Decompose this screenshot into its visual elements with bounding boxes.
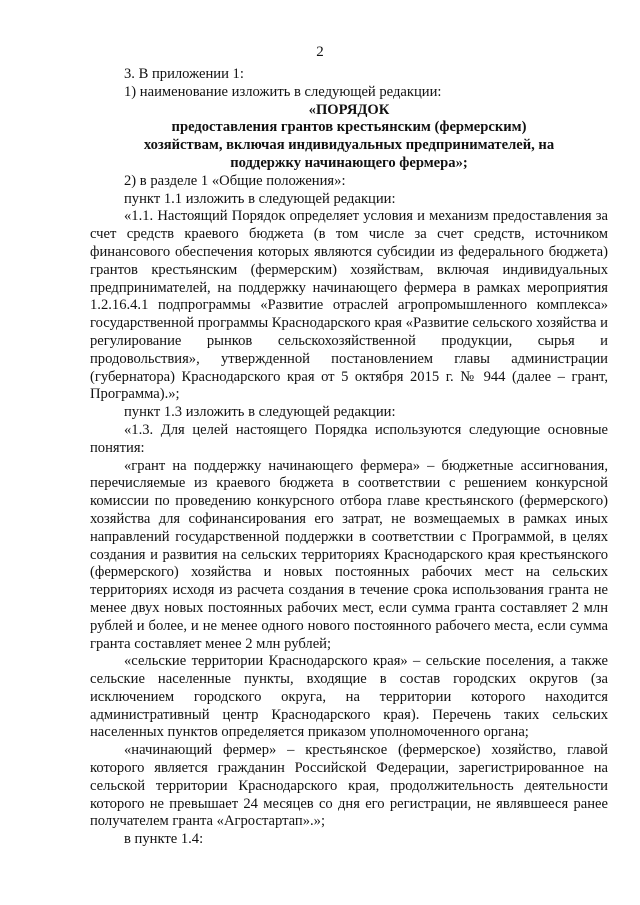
paragraph-point-1-1-intro: пункт 1.1 изложить в следующей редакции: <box>124 190 396 207</box>
heading-order-subtitle: предоставления грантов крестьянским (фермерским) хозяйствам, включая индивидуальных предпринимателей, на поддержку начинающего фермера»; <box>143 119 555 171</box>
paragraph-point-1-3: «1.3. Для целей настоящего Порядка используются следующие основные понятия: <box>90 421 608 456</box>
definition-rural-territories: «сельские территории Краснодарского края» – сельские поселения, а также сельские населенные пункты, входящие в состав городских округов (за исключением городского округа, на территории которого находится административный центр Краснодарского края). Перечень таких сельских населенных пунктов определяется приказом уполномоченного органа; <box>90 653 608 741</box>
paragraph-item-2: 2) в разделе 1 «Общие положения»: <box>124 172 346 189</box>
page-number: 2 <box>316 44 324 60</box>
definition-grant: «грант на поддержку начинающего фермера» – бюджетные ассигнования, перечисляемые из краевого бюджета в соответствии с решением конкурсной комиссии по проведению конкурсного отбора главе крестьянского (фермерского) хозяйства для софинансирования его затрат, не возмещаемых в рамках иных направлений государственной поддержки в соответствии с Программой, в целях создания и развития на сельских территориях Краснодарского края крестьянского (фермерского) хозяйства и новых постоянных рабочих мест на сельских территориях исходя из расчета создания в течение срока использования гранта не менее двух новых постоянных рабочих мест, если сумма гранта составляет 2 млн рублей и более, и не менее одного нового постоянного рабочего места, если сумма гранта составляет менее 2 млн рублей; <box>90 457 608 652</box>
paragraph-point-1-4-intro: в пункте 1.4: <box>124 831 204 848</box>
definition-beginning-farmer: «начинающий фермер» – крестьянское (фермерское) хозяйство, главой которого является гражданин Российской Федерации, зарегистрированное на сельской территории Краснодарского края, продолжительность деятельности которого не превышает 24 месяцев со дня его регистрации, не являвшееся ранее получателем гранта «Агростартап».»; <box>90 742 608 830</box>
document-body <box>90 66 608 849</box>
paragraph-point-1-3-intro: пункт 1.3 изложить в следующей редакции: <box>124 404 396 421</box>
paragraph-item-1: 1) наименование изложить в следующей редакции: <box>124 83 442 100</box>
paragraph-appendix-1: 3. В приложении 1: <box>124 66 244 82</box>
paragraph-point-1-1: «1.1. Настоящий Порядок определяет условия и механизм предоставления за счет средств краевого бюджета (в том числе за счет средств, источником финансового обеспечения которых являются субсидии из федерального бюджета) грантов крестьянским (фермерским) хозяйствам, включая индивидуальных предпринимателей, на поддержку начинающего фермера в рамках мероприятия 1.2.16.4.1 подпрограммы «Развитие отраслей агропромышленного комплекса» государственной программы Краснодарского края «Развитие сельского хозяйства и регулирование рынков сельскохозяйственной продукции, сырья и продовольствия», утвержденной постановлением главы администрации (губернатора) Краснодарского края от 5 октября 2015 г. № 944 (далее – грант, Программа).»; <box>90 208 608 403</box>
heading-order: «ПОРЯДОК <box>308 101 390 118</box>
